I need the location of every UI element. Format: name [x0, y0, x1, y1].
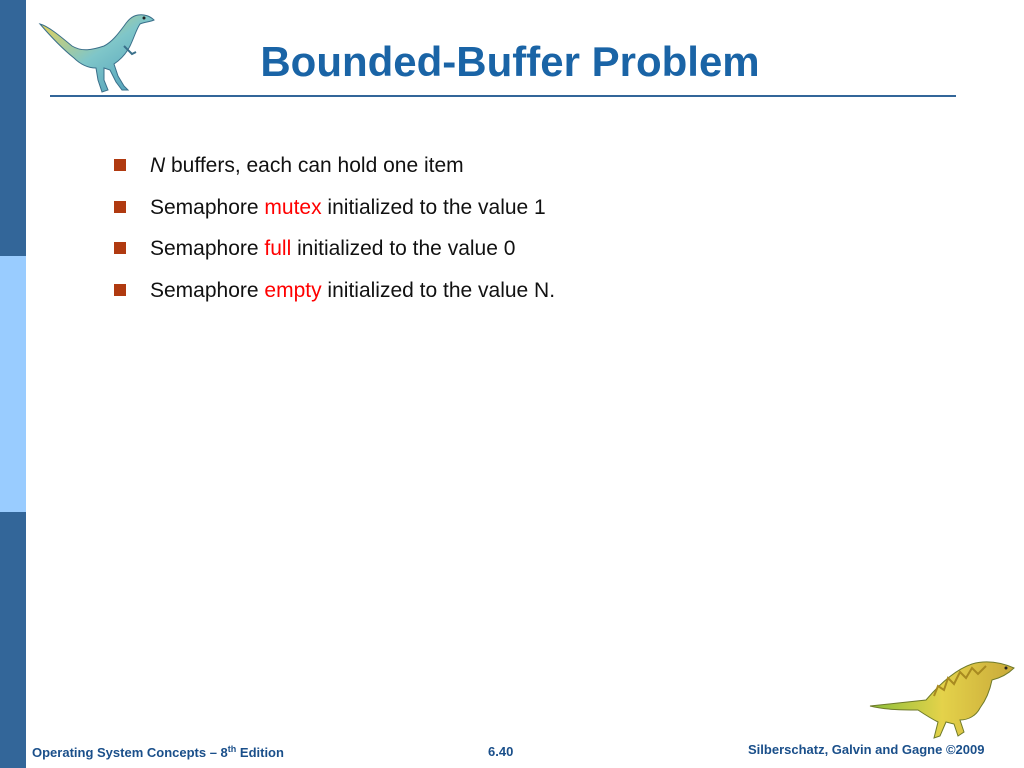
- left-stripe-bottom: [0, 512, 26, 768]
- footer-book-title: [32, 744, 284, 760]
- dinosaur-icon: [38, 6, 160, 98]
- square-bullet-icon: [114, 284, 126, 296]
- title-divider: [50, 95, 956, 97]
- dinosaur-icon: [868, 656, 1016, 742]
- bullet-prefix: Semaphore: [150, 195, 265, 219]
- footer-book-title-sup: th: [227, 744, 237, 754]
- left-stripe-middle: [0, 256, 26, 512]
- footer-book-title-suffix: Edition: [236, 745, 284, 760]
- bullet-item: [114, 150, 555, 192]
- bullet-suffix: initialized to the value 1: [321, 195, 546, 219]
- square-bullet-icon: [114, 201, 126, 213]
- bullet-item: [114, 192, 555, 234]
- footer-page-number: 6.40: [488, 744, 514, 759]
- bullet-item: [114, 275, 555, 317]
- square-bullet-icon: [114, 159, 126, 171]
- square-bullet-icon: [114, 242, 126, 254]
- footer-copyright: Silberschatz, Galvin and Gagne ©2009: [748, 742, 985, 757]
- bullet-prefix: Semaphore: [150, 237, 265, 260]
- bullet-highlight: mutex: [264, 195, 322, 219]
- bullet-highlight: full: [264, 237, 292, 260]
- left-stripe-top: [0, 0, 26, 256]
- slide-title: Bounded-Buffer Problem: [260, 38, 760, 85]
- bullet-list: [114, 150, 555, 316]
- bullet-suffix: buffers, each can hold one item: [165, 154, 464, 177]
- bullet-item: [114, 233, 555, 275]
- bullet-highlight: empty: [264, 278, 322, 302]
- bullet-suffix: initialized to the value N.: [321, 278, 556, 302]
- bullet-prefix: N: [150, 154, 166, 177]
- bullet-suffix: initialized to the value 0: [291, 237, 516, 260]
- bullet-prefix: Semaphore: [150, 278, 265, 302]
- footer-book-title-text: Operating System Concepts – 8: [32, 745, 228, 760]
